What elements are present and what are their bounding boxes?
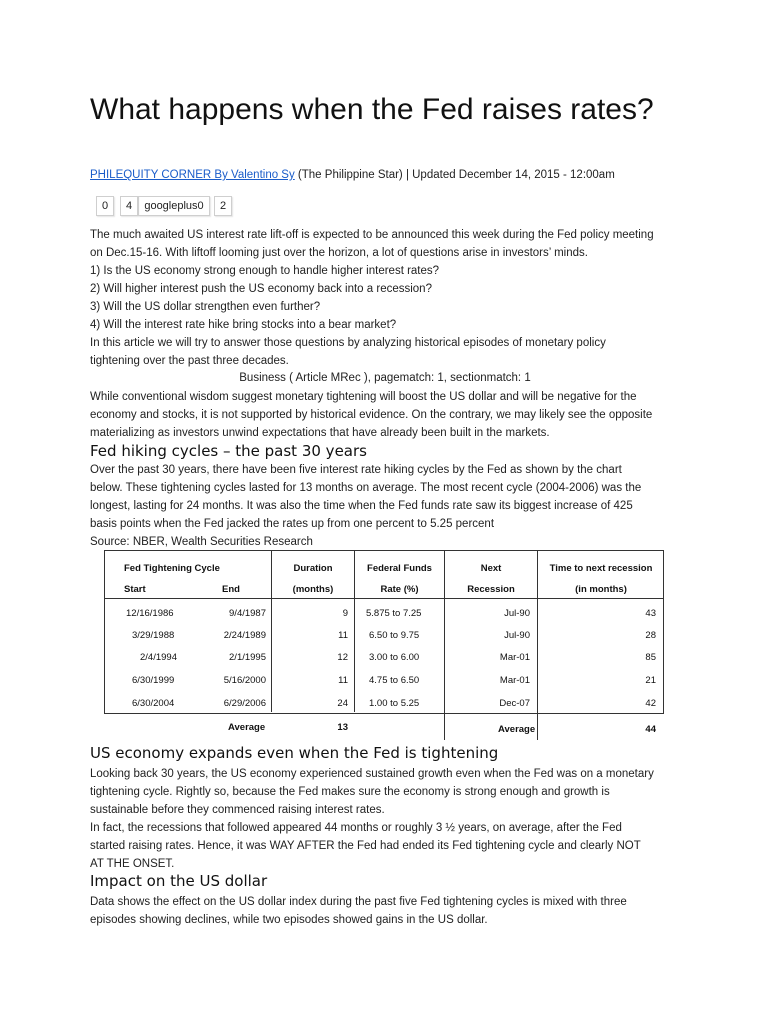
text-line: on Dec.15-16. With liftoff looming just over the horizon, a lot of questions arise in investors’ minds. [90, 247, 588, 259]
cell-duration: 9 [342, 608, 348, 619]
header-cycle: Fed Tightening Cycle [124, 563, 220, 574]
cell-rate: 4.75 to 6.50 [369, 675, 420, 686]
header-time: Time to next recession [549, 563, 653, 574]
average-label-2: Average [498, 724, 536, 735]
average-duration: 13 [337, 722, 348, 733]
intro-paragraph [90, 226, 690, 370]
table-header-rule [104, 598, 664, 599]
fed-tightening-table [104, 550, 664, 740]
header-duration: Duration [293, 563, 333, 574]
paragraph-2 [90, 388, 690, 442]
share-count-1[interactable]: 0 [96, 196, 114, 216]
cell-rate: 3.00 to 6.00 [369, 652, 420, 663]
average-label: Average [228, 722, 266, 733]
header-time-unit: (in months) [575, 584, 627, 595]
cell-duration: 11 [338, 675, 348, 686]
cell-end: 2/1/1995 [229, 652, 266, 663]
text-line: materializing as investors unwind expectations that have already been built in the markets. [90, 427, 550, 439]
page-title: What happens when the Fed raises rates? [90, 93, 654, 126]
question-3: 3) Will the US dollar strengthen even further? [90, 301, 321, 313]
paragraph-us-economy [90, 765, 690, 873]
text-line: In fact, the recessions that followed appeared 44 months or roughly 3 ½ years, on average, after the Fed [90, 822, 622, 834]
cell-recession: Mar-01 [499, 652, 530, 663]
cell-end: 2/24/1989 [223, 630, 266, 641]
cell-recession: Jul-90 [504, 630, 530, 641]
table-divider [444, 550, 445, 740]
author-link[interactable]: PHILEQUITY CORNER By Valentino Sy [90, 169, 295, 181]
share-count-2[interactable]: 4 [120, 196, 138, 216]
text-line: tightening over the past three decades. [90, 355, 289, 367]
cell-time: 42 [645, 698, 656, 709]
cell-start: 2/4/1994 [140, 652, 177, 663]
text-line: sustainable before they commenced raising interest rates. [90, 804, 385, 816]
cell-start: 12/16/1986 [126, 608, 174, 619]
table-divider [354, 550, 355, 712]
googleplus-button[interactable]: googleplus0 [138, 196, 210, 216]
text-line: episodes showing declines, while two episodes showed gains in the US dollar. [90, 914, 488, 926]
cell-duration: 24 [337, 698, 348, 709]
header-ffr-unit: Rate (%) [380, 584, 419, 595]
average-time: 44 [645, 724, 656, 735]
byline-meta: (The Philippine Star) | Updated December 14, 2015 - 12:00am [294, 169, 615, 181]
header-duration-unit: (months) [292, 584, 334, 595]
cell-recession: Mar-01 [499, 675, 530, 686]
cell-time: 43 [645, 608, 656, 619]
table-divider [271, 550, 272, 712]
text-line: In this article we will try to answer those questions by analyzing historical episodes of monetary policy [90, 337, 606, 349]
paragraph-us-dollar [90, 893, 690, 929]
table-divider [537, 550, 538, 740]
header-next: Next [480, 563, 502, 574]
cell-end: 6/29/2006 [223, 698, 266, 709]
share-count-3[interactable]: 2 [214, 196, 232, 216]
cell-start: 3/29/1988 [132, 630, 175, 641]
header-start: Start [124, 584, 146, 595]
text-line: Over the past 30 years, there have been five interest rate hiking cycles by the Fed as shown by the chart [90, 464, 622, 476]
header-next-recession: Recession [467, 584, 515, 595]
ad-placeholder: Business ( Article MRec ), pagematch: 1, sectionmatch: 1 [239, 372, 531, 384]
header-ffr: Federal Funds [367, 563, 432, 574]
question-2: 2) Will higher interest push the US economy back into a recession? [90, 283, 432, 295]
question-1: 1) Is the US economy strong enough to handle higher interest rates? [90, 265, 440, 277]
section-heading-us-economy: US economy expands even when the Fed is tightening [90, 744, 499, 762]
section-heading-us-dollar: Impact on the US dollar [90, 872, 268, 890]
cell-end: 5/16/2000 [223, 675, 266, 686]
cell-recession: Dec-07 [499, 698, 530, 709]
table-source: Source: NBER, Wealth Securities Research [90, 536, 313, 548]
byline [90, 168, 615, 183]
cell-duration: 12 [337, 652, 348, 663]
text-line: started raising rates. Hence, it was WAY AFTER the Fed had ended its Fed tightening cycle and clearly NOT [90, 840, 641, 852]
cell-rate: 5.875 to 7.25 [366, 608, 422, 619]
text-line: economy and stocks, it is not supported by historical evidence. On the contrary, we may likely see the opposite [90, 409, 653, 421]
cell-duration: 11 [338, 630, 348, 641]
cell-start: 6/30/1999 [132, 675, 175, 686]
text-line: tightening cycle. Rightly so, because the Fed makes sure the economy is strong enough and growth is [90, 786, 610, 798]
cell-time: 85 [645, 652, 656, 663]
cell-time: 28 [645, 630, 656, 641]
cell-rate: 6.50 to 9.75 [369, 630, 420, 641]
text-line: below. These tightening cycles lasted for 13 months on average. The most recent cycle (2004-2006) was the [90, 482, 642, 494]
text-line: longest, lasting for 24 months. It was also the time when the Fed funds rate saw its biggest increase of 425 [90, 500, 633, 512]
question-4: 4) Will the interest rate hike bring stocks into a bear market? [90, 319, 397, 331]
cell-time: 21 [645, 675, 656, 686]
cell-end: 9/4/1987 [229, 608, 266, 619]
section-heading-hiking-cycles: Fed hiking cycles – the past 30 years [90, 442, 367, 460]
header-end: End [222, 584, 240, 595]
cell-rate: 1.00 to 5.25 [369, 698, 420, 709]
paragraph-hiking-cycles [90, 461, 690, 533]
text-line: The much awaited US interest rate lift-off is expected to be announced this week during the Fed policy meeting [90, 229, 654, 241]
text-line: Looking back 30 years, the US economy experienced sustained growth even when the Fed was on a monetary [90, 768, 654, 780]
cell-start: 6/30/2004 [132, 698, 175, 709]
cell-recession: Jul-90 [504, 608, 530, 619]
text-line: While conventional wisdom suggest monetary tightening will boost the US dollar and will be negative for the [90, 391, 637, 403]
text-line: basis points when the Fed jacked the rates up from one percent to 5.25 percent [90, 518, 495, 530]
text-line: AT THE ONSET. [90, 858, 175, 870]
text-line: Data shows the effect on the US dollar index during the past five Fed tightening cycles is mixed with three [90, 896, 627, 908]
